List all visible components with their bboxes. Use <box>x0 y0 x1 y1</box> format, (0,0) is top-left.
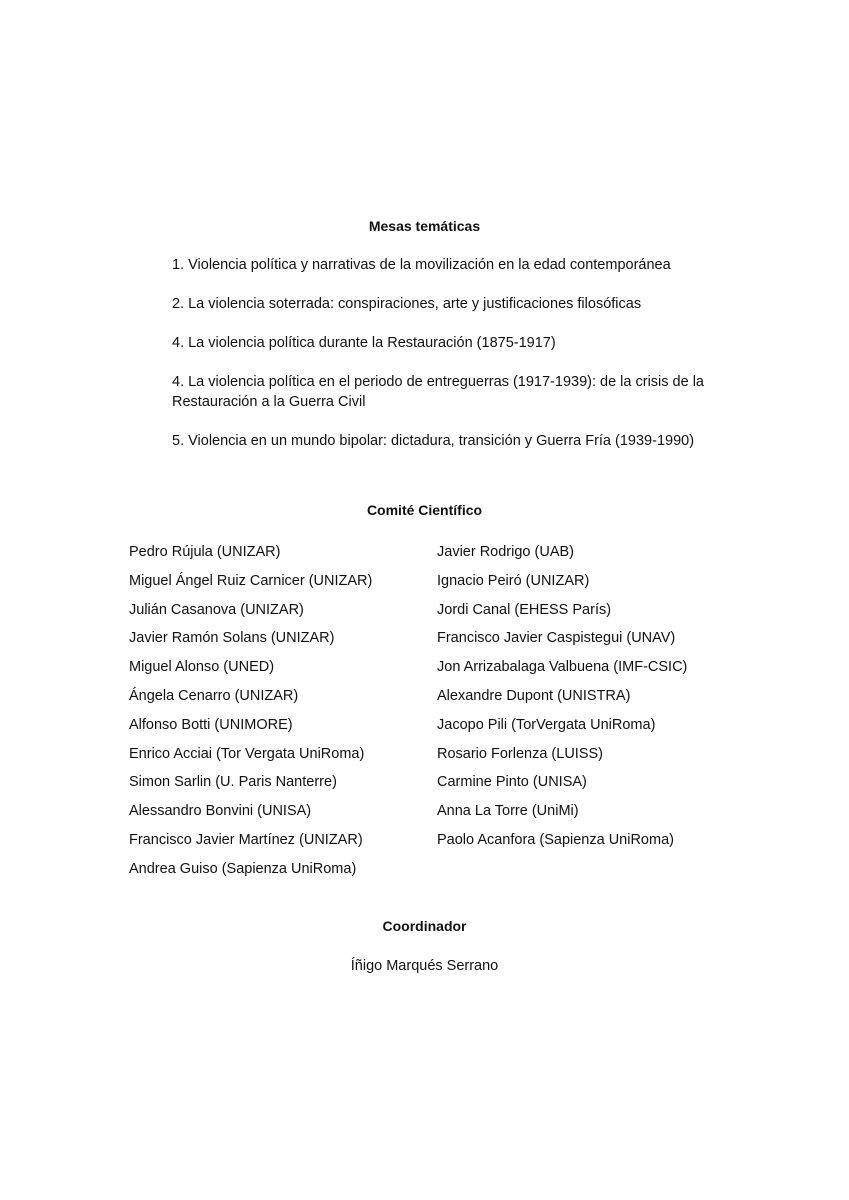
committee-member: Enrico Acciai (Tor Vergata UniRoma) <box>129 745 365 762</box>
mesas-tematicas-heading: Mesas temáticas <box>368 218 481 234</box>
committee-member: Francisco Javier Caspistegui (UNAV) <box>437 630 676 647</box>
committee-member: Javier Ramón Solans (UNIZAR) <box>129 630 335 647</box>
coordinador-heading: Coordinador <box>382 918 467 934</box>
committee-member: Simon Sarlin (U. Paris Nanterre) <box>129 774 337 791</box>
theme-item: 4. La violencia política en el periodo de entreguerras (1917-1939): de la crisis de la Restauración a la Guerra Civil <box>172 374 704 410</box>
coordinator-name: Íñigo Marqués Serrano <box>350 958 499 974</box>
committee-member: Alexandre Dupont (UNISTRA) <box>437 687 631 704</box>
committee-member: Carmine Pinto (UNISA) <box>437 774 587 791</box>
committee-member: Julián Casanova (UNIZAR) <box>129 601 304 618</box>
comite-right-column <box>437 538 757 855</box>
committee-member: Miguel Ángel Ruiz Carnicer (UNIZAR) <box>129 572 373 589</box>
theme-item: 4. La violencia política durante la Restauración (1875-1917) <box>172 335 556 351</box>
comite-cientifico-heading: Comité Científico <box>366 502 483 518</box>
committee-member: Jordi Canal (EHESS París) <box>437 601 612 618</box>
committee-member: Ángela Cenarro (UNIZAR) <box>129 687 299 704</box>
committee-member: Miguel Alonso (UNED) <box>129 659 275 676</box>
committee-member: Alessandro Bonvini (UNISA) <box>129 803 312 820</box>
committee-member: Javier Rodrigo (UAB) <box>437 544 574 560</box>
committee-member: Ignacio Peiró (UNIZAR) <box>437 572 590 589</box>
committee-member: Rosario Forlenza (LUISS) <box>437 745 603 762</box>
committee-member: Alfonso Botti (UNIMORE) <box>129 716 293 733</box>
theme-item: 5. Violencia en un mundo bipolar: dictadura, transición y Guerra Fría (1939-1990) <box>172 433 695 449</box>
theme-item: 2. La violencia soterrada: conspiraciones, arte y justificaciones filosóficas <box>172 296 642 312</box>
committee-member: Andrea Guiso (Sapienza UniRoma) <box>129 860 357 877</box>
comite-left-column <box>129 538 424 884</box>
themes-list <box>172 255 712 470</box>
theme-item: 1. Violencia política y narrativas de la movilización en la edad contemporánea <box>172 257 671 273</box>
committee-member: Jon Arrizabalaga Valbuena (IMF-CSIC) <box>437 659 688 676</box>
committee-member: Paolo Acanfora (Sapienza UniRoma) <box>437 831 674 848</box>
committee-member: Jacopo Pili (TorVergata UniRoma) <box>437 716 656 733</box>
committee-member: Pedro Rújula (UNIZAR) <box>129 544 281 560</box>
committee-member: Francisco Javier Martínez (UNIZAR) <box>129 831 363 848</box>
committee-member: Anna La Torre (UniMi) <box>437 803 579 820</box>
